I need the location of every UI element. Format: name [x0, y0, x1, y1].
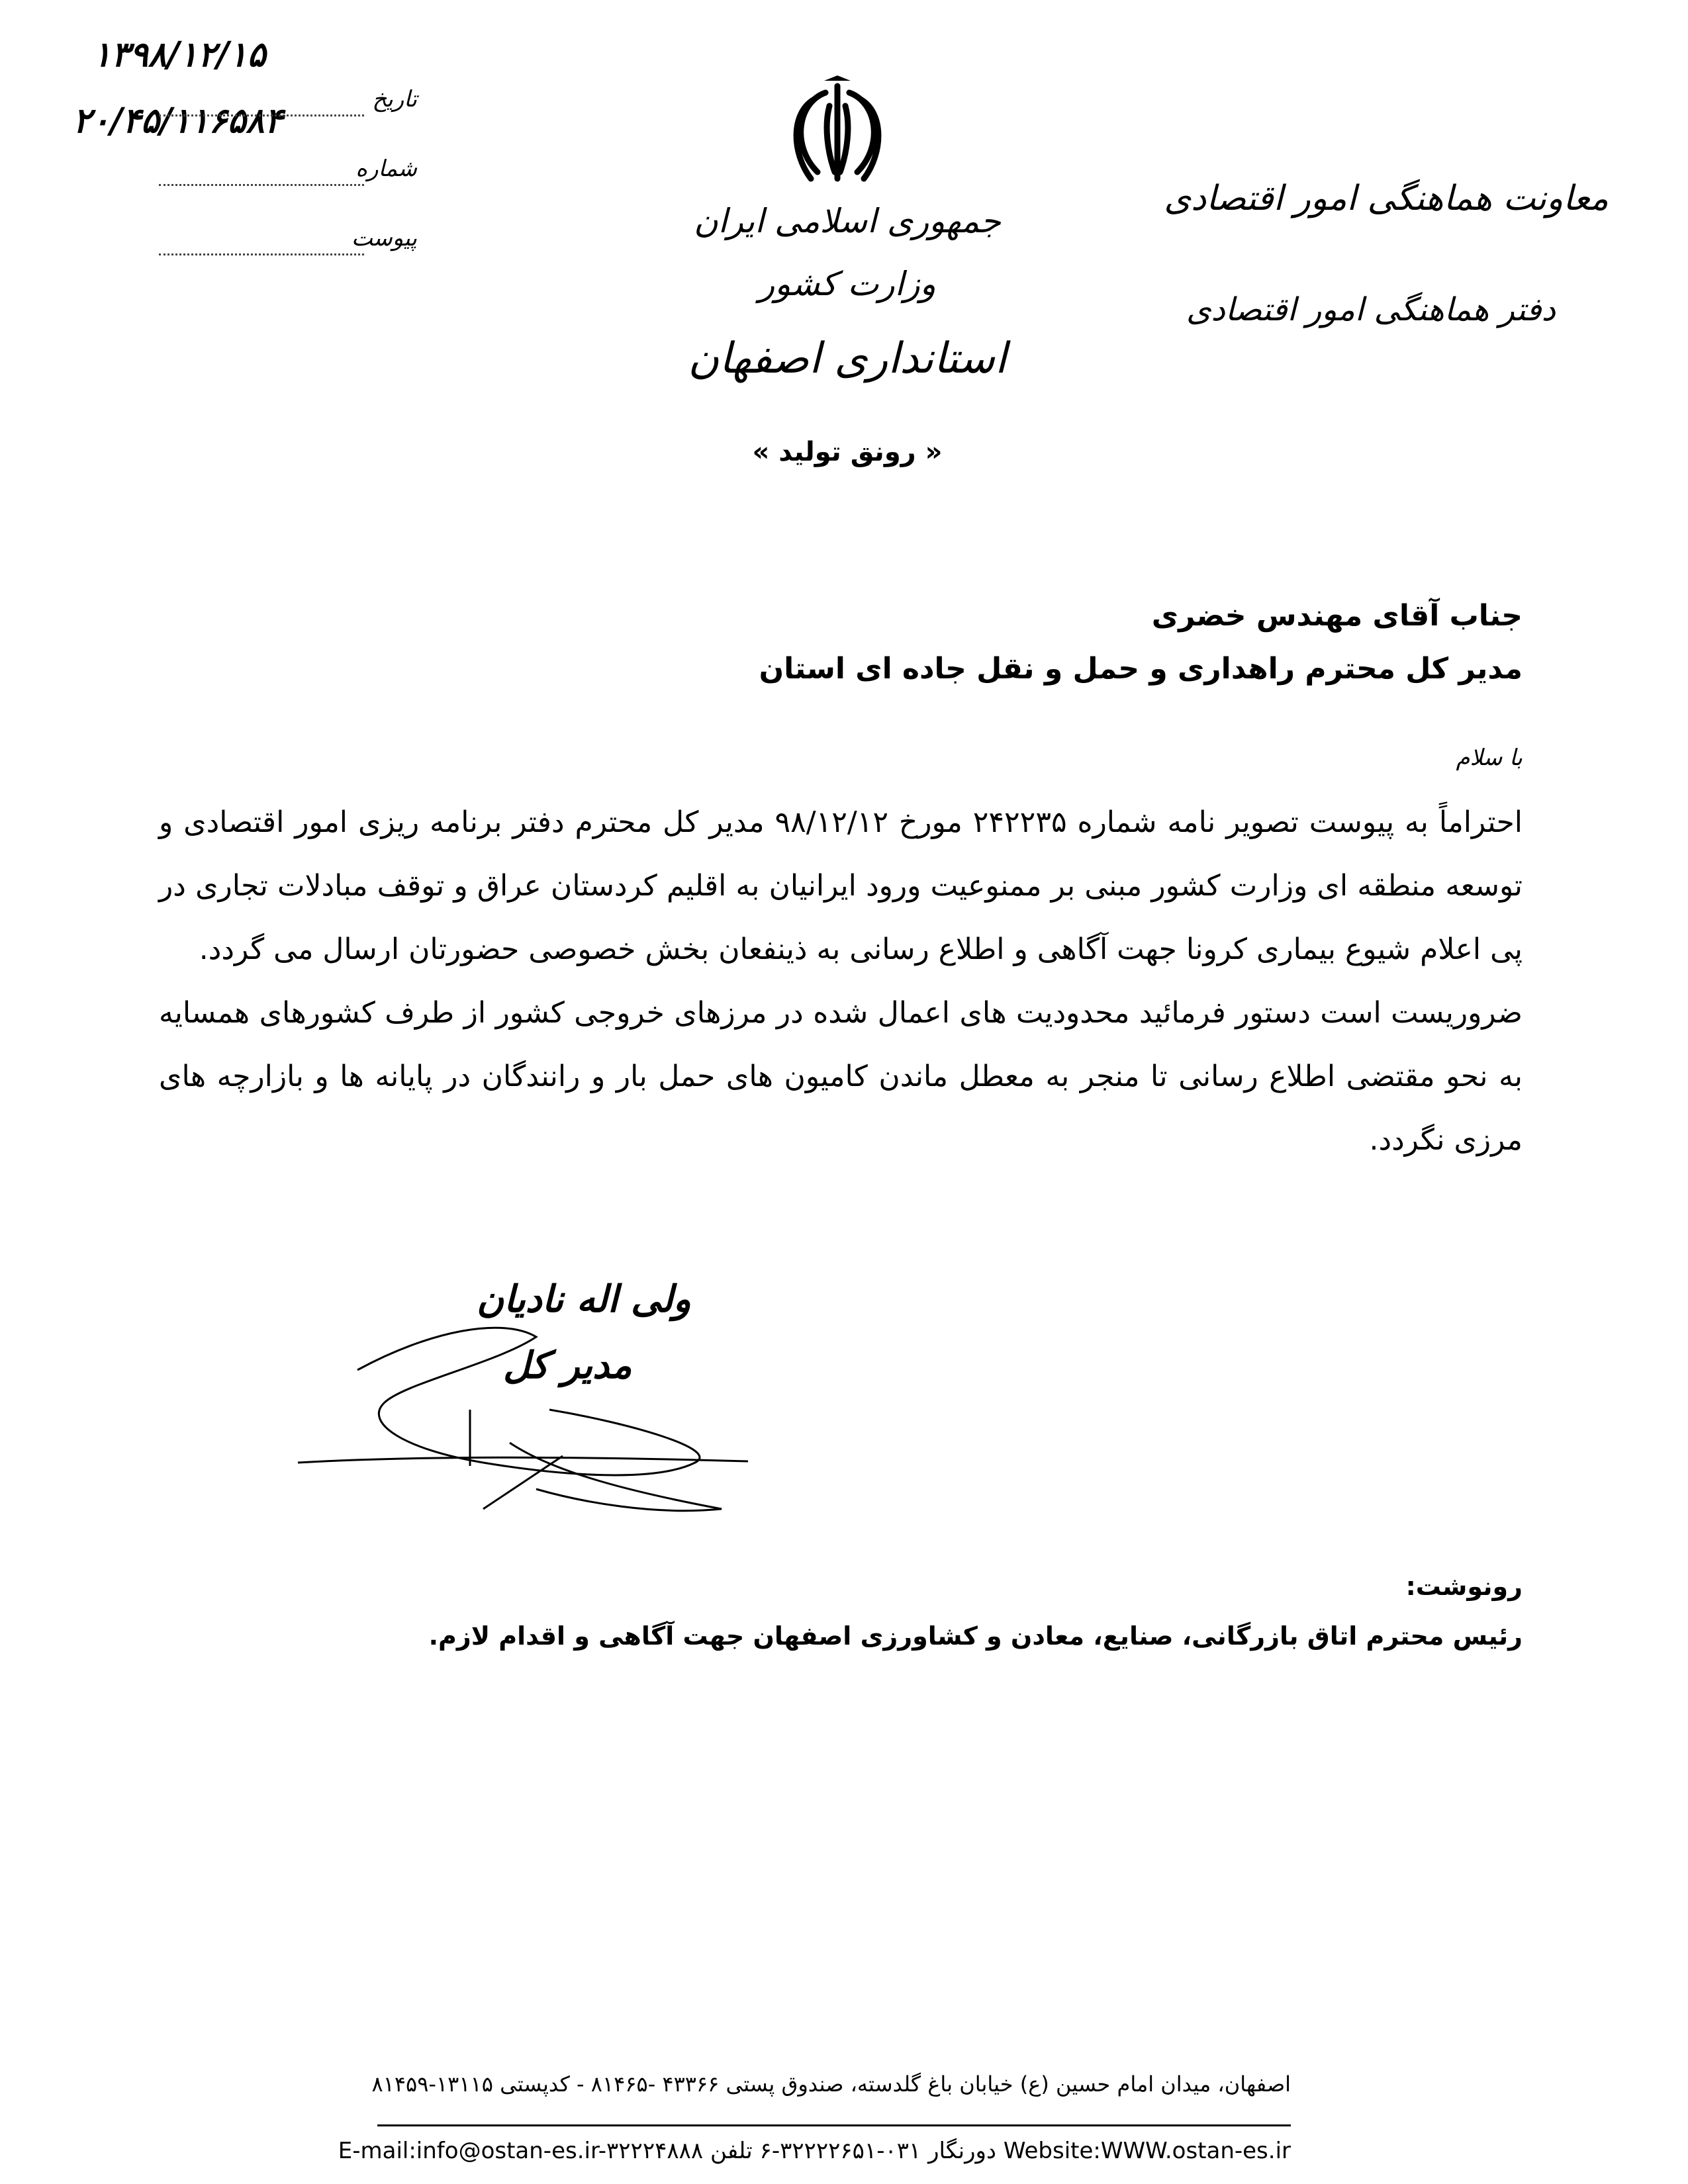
footer-divider: [377, 2124, 1291, 2126]
signatory-name: ولی اله نادیان: [477, 1277, 691, 1321]
date-field: [152, 86, 417, 126]
body-paragraph-2: ضروریست است دستور فرمائید محدودیت های اعمال شده در مرزهای خروجی کشور از طرف کشورهای همسایه به نحو مقتضی اطلاع رسانی تا منجر به معطل ماندن کامیون های حمل بار و رانندگان در پایانه ها و بازارچه های مرزی نگردد.: [159, 996, 1523, 1157]
footer-address: اصفهان، میدان امام حسین (ع) خیابان باغ گلدسته، صندوق پستی ۴۳۳۶۶ -۸۱۴۶۵ - کدپستی ۱۳۱۱۵-۸۱۴۵۹: [371, 2071, 1291, 2097]
addressee-name: جناب آقای مهندس خضری: [1151, 599, 1523, 633]
dotted-line: [159, 184, 364, 186]
letter-number-value: ۲۰/۴۵/۱۱۶۵۸۴: [73, 101, 283, 141]
iran-emblem-icon: [778, 73, 897, 192]
dotted-line: [159, 114, 364, 116]
letterhead-ministry: وزارت کشور: [759, 265, 936, 303]
letterhead-governorate: استانداری اصفهان: [688, 334, 1007, 383]
department-deputy: معاونت هماهنگی امور اقتصادی: [1164, 179, 1609, 218]
footer-contact: E-mail:info@ostan-es.ir-۳۲۲۲۴۸۸۸ دورنگار ۰۳۱-۳۲۲۲۲۶۵۱-۶ تلفن Website:WWW.ostan-es.ir: [338, 2138, 1291, 2164]
attachment-field: [152, 225, 417, 265]
number-label: شماره: [355, 156, 417, 182]
number-field: [152, 156, 417, 195]
date-label: تاریخ: [372, 86, 417, 113]
letter-body: [159, 791, 1523, 1172]
letter-date-value: ۱۳۹۸/۱۲/۱۵: [93, 34, 266, 75]
signature-scribble-icon: [285, 1291, 788, 1542]
dotted-line: [159, 253, 364, 255]
attachment-label: پیوست: [351, 225, 417, 251]
letterhead-republic: جمهوری اسلامی ایران: [694, 202, 1001, 240]
signatory-role: مدیر کل: [503, 1343, 632, 1387]
addressee-title: مدیر کل محترم راهداری و حمل و نقل جاده ای استان: [759, 652, 1523, 686]
greeting: با سلام: [1456, 745, 1523, 771]
department-office: دفتر هماهنگی امور اقتصادی: [1186, 291, 1556, 328]
motto-text: « رونق تولید »: [752, 437, 943, 467]
cc-text: رئیس محترم اتاق بازرگانی، صنایع، معادن و کشاورزی اصفهان جهت آگاهی و اقدام لازم.: [428, 1621, 1523, 1651]
cc-label: رونوشت:: [1405, 1572, 1523, 1601]
body-paragraph-1: احتراماً به پیوست تصویر نامه شماره ۲۴۲۲۳۵ مورخ ۹۸/۱۲/۱۲ مدیر کل محترم دفتر برنامه ریزی امور اقتصادی و توسعه منطقه ای وزارت کشور مبنی بر ممنوعیت ورود ایرانیان به اقلیم کردستان عراق و توقف مبادلات تجاری در پی اعلام شیوع بیماری کرونا جهت آگاهی و اطلاع رسانی به ذینفعان بخش خصوصی حضورتان ارسال می گردد.: [159, 805, 1523, 966]
